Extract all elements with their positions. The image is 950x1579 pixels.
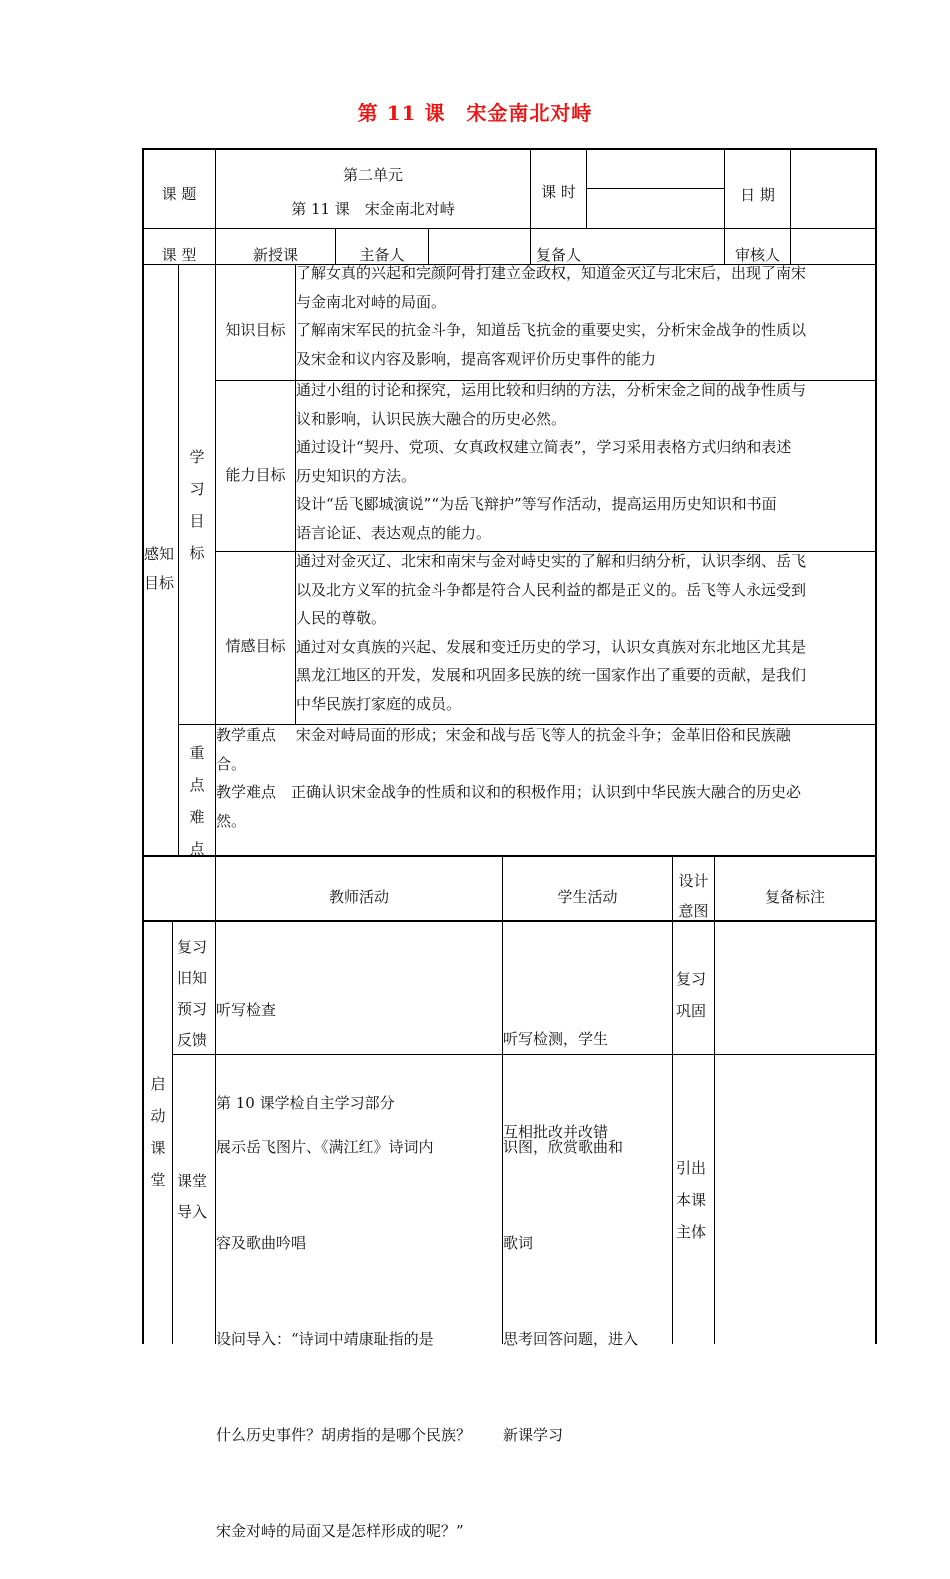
teacher-activity-header: 教师活动 [328,888,389,906]
review-teacher-text: 听写检查 第 10 课学检自主学习部分 [216,1001,395,1112]
lesson-text: 第 11 课 宋金南北对峙 [291,200,455,218]
study-goals-label: 学习目标 [189,448,205,562]
review-student-text: 听写检测，学生 互相批改并改错 [503,1030,609,1141]
ability-goal-text: 通过小组的讨论和探究，运用比较和归纳的方法，分析宋金之间的战争性质与 议和影响，认识民族大融合的历史必然。 通过设计“契丹、党项、女真政权建立简表”，学习采用表格方式归纳和表述 历史知识的方法。 设计“岳飞郾城演说”“为岳飞辩护”等写作活动，提高运用历史知识和书面 语言论证、表达观点的能力。 [296,381,807,542]
type-label: 课 型 [161,246,197,264]
knowledge-goal-label: 知识目标 [225,321,286,339]
reviewer-label: 审核人 [734,246,780,264]
preparer-label: 主备人 [359,246,405,264]
perception-goals-label: 感知目标 [144,545,175,592]
topic-label: 课 题 [161,185,197,203]
emotion-goal-text: 通过对金灭辽、北宋和南宋与金对峙史实的了解和归纳分析，认识李纲、岳飞 以及北方义军的抗金斗争都是符合人民利益的都是正义的。岳飞等人永远受到 人民的尊敬。 通过对女真族的兴起、发展和变迁历史的学习，认识女真族对东北地区尤其是 黑龙江地区的开发，发展和巩固多民族的统一国家作出了重要的贡献，是我们 中华民族打家庭的成员。 [296,552,807,713]
hours-label: 课 时 [541,183,576,201]
stage-label: 启动课堂 [150,1075,166,1189]
co-preparer-label: 复备人 [535,246,581,264]
type-value: 新授课 [252,246,298,264]
date-label: 日 期 [740,186,775,204]
key-difficulty-text: 教学重点 宋金对峙局面的形成；宋金和战与岳飞等人的抗金斗争；金革旧俗和民族融 合。 教学难点 正确认识宋金战争的性质和议和的积极作用；认识到中华民族大融合的历史必 然。 [216,726,802,830]
page-title: 第 11 课 宋金南北对峙 [357,101,593,125]
review-design-text: 复习巩固 [676,970,707,1020]
intro-row-label: 课堂导入 [177,1172,208,1221]
ability-goal-label: 能力目标 [225,466,286,484]
intro-teacher-text: 展示岳飞图片、《满江红》诗词内 容及歌曲吟唱 设问导入：“诗词中靖康耻指的是 什么历史事件？胡虏指的是哪个民族？ 宋金对峙的局面又是怎样形成的呢？” [216,1138,472,1540]
intro-design-text: 引出本课主体 [676,1159,707,1241]
intro-student-text: 识图，欣赏歌曲和 歌词 思考回答问题，进入 新课学习 [503,1138,639,1444]
knowledge-goal-text: 了解女真的兴起和完颜阿骨打建立金政权，知道金灭辽与北宋后，出现了南宋 与金南北对峙的局面。 了解南宋军民的抗金斗争，知道岳飞抗金的重要史实，分析宋金战争的性质以 及宋金和议内容及影响，提高客观评价历史事件的能力 [296,264,807,368]
emotion-goal-label: 情感目标 [225,637,286,655]
review-note-header: 复备标注 [764,888,825,906]
key-difficulty-label: 重点难点 [189,744,205,858]
unit-text: 第二单元 [342,166,403,184]
student-activity-header: 学生活动 [557,888,618,906]
design-intent-header: 设计意图 [678,872,709,920]
review-row-label: 复习旧知预习反馈 [177,938,208,1049]
